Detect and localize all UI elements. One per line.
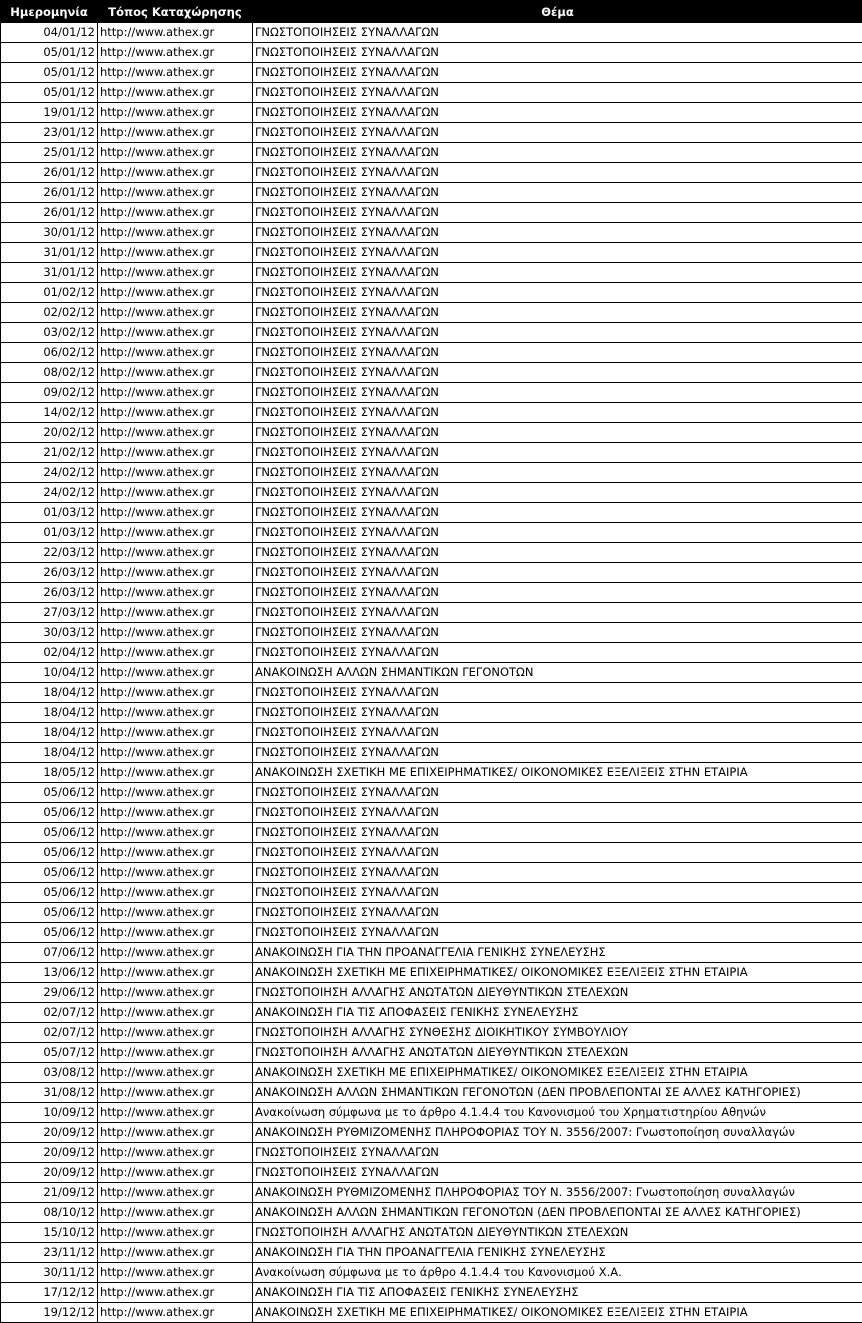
table-row <box>1 863 862 883</box>
cell-place: http://www.athex.gr <box>98 683 253 703</box>
cell-subject: ΓΝΩΣΤΟΠΟΙΗΣΗ ΑΛΛΑΓΗΣ ΑΝΩΤΑΤΩΝ ΔΙΕΥΘΥΝΤΙΚΩΝ ΣΤΕΛΕΧΩΝ <box>253 983 862 1003</box>
cell-subject: ΓΝΩΣΤΟΠΟΙΗΣΕΙΣ ΣΥΝΑΛΛΑΓΩΝ <box>253 143 862 163</box>
cell-subject: ΓΝΩΣΤΟΠΟΙΗΣΕΙΣ ΣΥΝΑΛΛΑΓΩΝ <box>253 503 862 523</box>
cell-place: http://www.athex.gr <box>98 623 253 643</box>
cell-subject: ΓΝΩΣΤΟΠΟΙΗΣΕΙΣ ΣΥΝΑΛΛΑΓΩΝ <box>253 643 862 663</box>
cell-date: 15/10/12 <box>1 1223 98 1243</box>
cell-date: 06/02/12 <box>1 343 98 363</box>
table-row <box>1 803 862 823</box>
cell-subject: ΑΝΑΚΟΙΝΩΣΗ ΣΧΕΤΙΚΗ ΜΕ ΕΠΙΧΕΙΡΗΜΑΤΙΚΕΣ/ ΟΙΚΟΝΟΜΙΚΕΣ ΕΞΕΛΙΞΕΙΣ ΣΤΗΝ ΕΤΑΙΡΙΑ <box>253 1063 862 1083</box>
cell-subject: ΑΝΑΚΟΙΝΩΣΗ ΡΥΘΜΙΖΟΜΕΝΗΣ ΠΛΗΡΟΦΟΡΙΑΣ ΤΟΥ Ν. 3556/2007: Γνωστοποίηση συναλλαγών <box>253 1183 862 1203</box>
cell-place: http://www.athex.gr <box>98 643 253 663</box>
table-row <box>1 1263 862 1283</box>
cell-subject: ΓΝΩΣΤΟΠΟΙΗΣΕΙΣ ΣΥΝΑΛΛΑΓΩΝ <box>253 323 862 343</box>
cell-place: http://www.athex.gr <box>98 583 253 603</box>
cell-place: http://www.athex.gr <box>98 983 253 1003</box>
table-row <box>1 1023 862 1043</box>
cell-place: http://www.athex.gr <box>98 343 253 363</box>
header-subject: Θέμα <box>253 1 862 23</box>
cell-subject: ΓΝΩΣΤΟΠΟΙΗΣΕΙΣ ΣΥΝΑΛΛΑΓΩΝ <box>253 563 862 583</box>
cell-date: 01/03/12 <box>1 523 98 543</box>
table-row <box>1 883 862 903</box>
cell-place: http://www.athex.gr <box>98 863 253 883</box>
table-row <box>1 243 862 263</box>
cell-subject: ΑΝΑΚΟΙΝΩΣΗ ΑΛΛΩΝ ΣΗΜΑΝΤΙΚΩΝ ΓΕΓΟΝΟΤΩΝ (ΔΕΝ ΠΡΟΒΛΕΠΟΝΤΑΙ ΣΕ ΑΛΛΕΣ ΚΑΤΗΓΟΡΙΕΣ) <box>253 1083 862 1103</box>
cell-subject: ΓΝΩΣΤΟΠΟΙΗΣΕΙΣ ΣΥΝΑΛΛΑΓΩΝ <box>253 243 862 263</box>
cell-place: http://www.athex.gr <box>98 1183 253 1203</box>
header-place: Τόπος Καταχώρησης <box>98 1 253 23</box>
cell-place: http://www.athex.gr <box>98 1143 253 1163</box>
table-row <box>1 1043 862 1063</box>
cell-date: 18/04/12 <box>1 683 98 703</box>
cell-date: 03/08/12 <box>1 1063 98 1083</box>
cell-place: http://www.athex.gr <box>98 1203 253 1223</box>
cell-date: 05/06/12 <box>1 883 98 903</box>
table-row <box>1 703 862 723</box>
cell-place: http://www.athex.gr <box>98 303 253 323</box>
cell-place: http://www.athex.gr <box>98 843 253 863</box>
table-row <box>1 343 862 363</box>
table-row <box>1 823 862 843</box>
cell-place: http://www.athex.gr <box>98 223 253 243</box>
table-row <box>1 403 862 423</box>
table-row <box>1 503 862 523</box>
cell-subject: ΓΝΩΣΤΟΠΟΙΗΣΕΙΣ ΣΥΝΑΛΛΑΓΩΝ <box>253 223 862 243</box>
cell-date: 29/06/12 <box>1 983 98 1003</box>
table-row <box>1 83 862 103</box>
cell-subject: ΓΝΩΣΤΟΠΟΙΗΣΕΙΣ ΣΥΝΑΛΛΑΓΩΝ <box>253 43 862 63</box>
cell-subject: ΓΝΩΣΤΟΠΟΙΗΣΕΙΣ ΣΥΝΑΛΛΑΓΩΝ <box>253 923 862 943</box>
cell-place: http://www.athex.gr <box>98 403 253 423</box>
cell-subject: ΓΝΩΣΤΟΠΟΙΗΣΕΙΣ ΣΥΝΑΛΛΑΓΩΝ <box>253 463 862 483</box>
cell-subject: ΑΝΑΚΟΙΝΩΣΗ ΣΧΕΤΙΚΗ ΜΕ ΕΠΙΧΕΙΡΗΜΑΤΙΚΕΣ/ ΟΙΚΟΝΟΜΙΚΕΣ ΕΞΕΛΙΞΕΙΣ ΣΤΗΝ ΕΤΑΙΡΙΑ <box>253 763 862 783</box>
cell-date: 05/06/12 <box>1 843 98 863</box>
cell-subject: ΓΝΩΣΤΟΠΟΙΗΣΕΙΣ ΣΥΝΑΛΛΑΓΩΝ <box>253 203 862 223</box>
cell-date: 10/09/12 <box>1 1103 98 1123</box>
cell-place: http://www.athex.gr <box>98 1083 253 1103</box>
cell-place: http://www.athex.gr <box>98 103 253 123</box>
table-row <box>1 723 862 743</box>
table-row <box>1 843 862 863</box>
cell-date: 19/12/12 <box>1 1303 98 1323</box>
cell-subject: ΓΝΩΣΤΟΠΟΙΗΣΕΙΣ ΣΥΝΑΛΛΑΓΩΝ <box>253 103 862 123</box>
cell-place: http://www.athex.gr <box>98 243 253 263</box>
cell-subject: ΓΝΩΣΤΟΠΟΙΗΣΕΙΣ ΣΥΝΑΛΛΑΓΩΝ <box>253 263 862 283</box>
table-row <box>1 323 862 343</box>
cell-place: http://www.athex.gr <box>98 1103 253 1123</box>
table-row <box>1 303 862 323</box>
cell-subject: ΓΝΩΣΤΟΠΟΙΗΣΕΙΣ ΣΥΝΑΛΛΑΓΩΝ <box>253 403 862 423</box>
cell-subject: ΓΝΩΣΤΟΠΟΙΗΣΕΙΣ ΣΥΝΑΛΛΑΓΩΝ <box>253 363 862 383</box>
cell-subject: ΓΝΩΣΤΟΠΟΙΗΣΕΙΣ ΣΥΝΑΛΛΑΓΩΝ <box>253 783 862 803</box>
table-row <box>1 1183 862 1203</box>
cell-date: 05/06/12 <box>1 803 98 823</box>
cell-place: http://www.athex.gr <box>98 1283 253 1303</box>
cell-subject: ΓΝΩΣΤΟΠΟΙΗΣΗ ΑΛΛΑΓΗΣ ΣΥΝΘΕΣΗΣ ΔΙΟΙΚΗΤΙΚΟΥ ΣΥΜΒΟΥΛΙΟΥ <box>253 1023 862 1043</box>
table-row <box>1 743 862 763</box>
cell-place: http://www.athex.gr <box>98 963 253 983</box>
cell-subject: ΑΝΑΚΟΙΝΩΣΗ ΑΛΛΩΝ ΣΗΜΑΝΤΙΚΩΝ ΓΕΓΟΝΟΤΩΝ (ΔΕΝ ΠΡΟΒΛΕΠΟΝΤΑΙ ΣΕ ΑΛΛΕΣ ΚΑΤΗΓΟΡΙΕΣ) <box>253 1203 862 1223</box>
table-row <box>1 1283 862 1303</box>
cell-subject: ΓΝΩΣΤΟΠΟΙΗΣΕΙΣ ΣΥΝΑΛΛΑΓΩΝ <box>253 483 862 503</box>
cell-subject: ΓΝΩΣΤΟΠΟΙΗΣΕΙΣ ΣΥΝΑΛΛΑΓΩΝ <box>253 543 862 563</box>
cell-date: 02/02/12 <box>1 303 98 323</box>
cell-date: 02/07/12 <box>1 1023 98 1043</box>
cell-subject: ΓΝΩΣΤΟΠΟΙΗΣΕΙΣ ΣΥΝΑΛΛΑΓΩΝ <box>253 903 862 923</box>
cell-subject: ΓΝΩΣΤΟΠΟΙΗΣΗ ΑΛΛΑΓΗΣ ΑΝΩΤΑΤΩΝ ΔΙΕΥΘΥΝΤΙΚΩΝ ΣΤΕΛΕΧΩΝ <box>253 1223 862 1243</box>
cell-place: http://www.athex.gr <box>98 163 253 183</box>
cell-date: 23/01/12 <box>1 123 98 143</box>
cell-place: http://www.athex.gr <box>98 263 253 283</box>
cell-place: http://www.athex.gr <box>98 923 253 943</box>
cell-subject: ΓΝΩΣΤΟΠΟΙΗΣΕΙΣ ΣΥΝΑΛΛΑΓΩΝ <box>253 303 862 323</box>
cell-date: 05/06/12 <box>1 783 98 803</box>
cell-place: http://www.athex.gr <box>98 1163 253 1183</box>
cell-place: http://www.athex.gr <box>98 1223 253 1243</box>
table-row <box>1 183 862 203</box>
cell-place: http://www.athex.gr <box>98 443 253 463</box>
cell-place: http://www.athex.gr <box>98 383 253 403</box>
table-row <box>1 683 862 703</box>
cell-subject: ΓΝΩΣΤΟΠΟΙΗΣΕΙΣ ΣΥΝΑΛΛΑΓΩΝ <box>253 163 862 183</box>
cell-place: http://www.athex.gr <box>98 763 253 783</box>
table-row <box>1 163 862 183</box>
cell-place: http://www.athex.gr <box>98 143 253 163</box>
cell-place: http://www.athex.gr <box>98 1123 253 1143</box>
cell-place: http://www.athex.gr <box>98 1043 253 1063</box>
cell-place: http://www.athex.gr <box>98 1063 253 1083</box>
cell-date: 05/06/12 <box>1 903 98 923</box>
cell-date: 26/03/12 <box>1 563 98 583</box>
cell-place: http://www.athex.gr <box>98 183 253 203</box>
cell-date: 09/02/12 <box>1 383 98 403</box>
table-row <box>1 963 862 983</box>
cell-subject: ΓΝΩΣΤΟΠΟΙΗΣΕΙΣ ΣΥΝΑΛΛΑΓΩΝ <box>253 623 862 643</box>
cell-date: 23/11/12 <box>1 1243 98 1263</box>
cell-subject: ΓΝΩΣΤΟΠΟΙΗΣΕΙΣ ΣΥΝΑΛΛΑΓΩΝ <box>253 123 862 143</box>
cell-subject: ΓΝΩΣΤΟΠΟΙΗΣΕΙΣ ΣΥΝΑΛΛΑΓΩΝ <box>253 843 862 863</box>
cell-place: http://www.athex.gr <box>98 483 253 503</box>
table-row <box>1 1163 862 1183</box>
cell-place: http://www.athex.gr <box>98 83 253 103</box>
cell-date: 18/04/12 <box>1 723 98 743</box>
cell-date: 31/01/12 <box>1 243 98 263</box>
cell-date: 26/03/12 <box>1 583 98 603</box>
cell-subject: ΓΝΩΣΤΟΠΟΙΗΣΕΙΣ ΣΥΝΑΛΛΑΓΩΝ <box>253 283 862 303</box>
table-row <box>1 763 862 783</box>
table-row <box>1 523 862 543</box>
table-row <box>1 1123 862 1143</box>
cell-date: 05/06/12 <box>1 863 98 883</box>
cell-subject: ΓΝΩΣΤΟΠΟΙΗΣΕΙΣ ΣΥΝΑΛΛΑΓΩΝ <box>253 863 862 883</box>
cell-subject: ΑΝΑΚΟΙΝΩΣΗ ΡΥΘΜΙΖΟΜΕΝΗΣ ΠΛΗΡΟΦΟΡΙΑΣ ΤΟΥ Ν. 3556/2007: Γνωστοποίηση συναλλαγών <box>253 1123 862 1143</box>
cell-place: http://www.athex.gr <box>98 1303 253 1323</box>
cell-subject: ΓΝΩΣΤΟΠΟΙΗΣΕΙΣ ΣΥΝΑΛΛΑΓΩΝ <box>253 1143 862 1163</box>
cell-date: 05/01/12 <box>1 43 98 63</box>
table-body <box>1 23 862 1323</box>
cell-place: http://www.athex.gr <box>98 943 253 963</box>
table-row <box>1 103 862 123</box>
cell-date: 20/09/12 <box>1 1143 98 1163</box>
cell-subject: ΓΝΩΣΤΟΠΟΙΗΣΕΙΣ ΣΥΝΑΛΛΑΓΩΝ <box>253 443 862 463</box>
table-row <box>1 483 862 503</box>
cell-place: http://www.athex.gr <box>98 1243 253 1263</box>
cell-subject: ΑΝΑΚΟΙΝΩΣΗ ΣΧΕΤΙΚΗ ΜΕ ΕΠΙΧΕΙΡΗΜΑΤΙΚΕΣ/ ΟΙΚΟΝΟΜΙΚΕΣ ΕΞΕΛΙΞΕΙΣ ΣΤΗΝ ΕΤΑΙΡΙΑ <box>253 963 862 983</box>
cell-date: 30/11/12 <box>1 1263 98 1283</box>
cell-subject: ΑΝΑΚΟΙΝΩΣΗ ΓΙΑ ΤΙΣ ΑΠΟΦΑΣΕΙΣ ΓΕΝΙΚΗΣ ΣΥΝΕΛΕΥΣΗΣ <box>253 1003 862 1023</box>
table-row <box>1 223 862 243</box>
cell-place: http://www.athex.gr <box>98 563 253 583</box>
cell-date: 17/12/12 <box>1 1283 98 1303</box>
cell-subject: ΓΝΩΣΤΟΠΟΙΗΣΕΙΣ ΣΥΝΑΛΛΑΓΩΝ <box>253 723 862 743</box>
cell-date: 31/01/12 <box>1 263 98 283</box>
table-row <box>1 583 862 603</box>
cell-place: http://www.athex.gr <box>98 1263 253 1283</box>
table-row <box>1 923 862 943</box>
cell-date: 05/07/12 <box>1 1043 98 1063</box>
table-row <box>1 663 862 683</box>
cell-place: http://www.athex.gr <box>98 123 253 143</box>
table-row <box>1 463 862 483</box>
table-row <box>1 263 862 283</box>
cell-place: http://www.athex.gr <box>98 723 253 743</box>
table-row <box>1 23 862 43</box>
cell-place: http://www.athex.gr <box>98 543 253 563</box>
table-row <box>1 43 862 63</box>
cell-date: 31/08/12 <box>1 1083 98 1103</box>
cell-place: http://www.athex.gr <box>98 503 253 523</box>
cell-subject: ΓΝΩΣΤΟΠΟΙΗΣΕΙΣ ΣΥΝΑΛΛΑΓΩΝ <box>253 23 862 43</box>
cell-date: 20/09/12 <box>1 1123 98 1143</box>
cell-subject: ΓΝΩΣΤΟΠΟΙΗΣΕΙΣ ΣΥΝΑΛΛΑΓΩΝ <box>253 883 862 903</box>
cell-subject: ΓΝΩΣΤΟΠΟΙΗΣΕΙΣ ΣΥΝΑΛΛΑΓΩΝ <box>253 63 862 83</box>
cell-date: 07/06/12 <box>1 943 98 963</box>
header-date: Ημερομηνία <box>1 1 98 23</box>
table-row <box>1 623 862 643</box>
cell-subject: ΑΝΑΚΟΙΝΩΣΗ ΓΙΑ ΤΗΝ ΠΡΟΑΝΑΓΓΕΛΙΑ ΓΕΝΙΚΗΣ ΣΥΝΕΛΕΥΣΗΣ <box>253 943 862 963</box>
cell-date: 02/04/12 <box>1 643 98 663</box>
table-header <box>1 1 862 23</box>
cell-date: 18/04/12 <box>1 703 98 723</box>
cell-place: http://www.athex.gr <box>98 423 253 443</box>
table-row <box>1 1223 862 1243</box>
cell-subject: ΓΝΩΣΤΟΠΟΙΗΣΕΙΣ ΣΥΝΑΛΛΑΓΩΝ <box>253 183 862 203</box>
cell-date: 21/09/12 <box>1 1183 98 1203</box>
cell-date: 30/01/12 <box>1 223 98 243</box>
cell-place: http://www.athex.gr <box>98 1003 253 1023</box>
cell-date: 20/09/12 <box>1 1163 98 1183</box>
cell-subject: ΓΝΩΣΤΟΠΟΙΗΣΕΙΣ ΣΥΝΑΛΛΑΓΩΝ <box>253 1163 862 1183</box>
table-row <box>1 283 862 303</box>
table-row <box>1 123 862 143</box>
table-row <box>1 203 862 223</box>
cell-date: 27/03/12 <box>1 603 98 623</box>
cell-place: http://www.athex.gr <box>98 903 253 923</box>
cell-subject: ΓΝΩΣΤΟΠΟΙΗΣΕΙΣ ΣΥΝΑΛΛΑΓΩΝ <box>253 383 862 403</box>
table-row <box>1 423 862 443</box>
cell-date: 05/01/12 <box>1 63 98 83</box>
table-row <box>1 943 862 963</box>
table-row <box>1 643 862 663</box>
cell-place: http://www.athex.gr <box>98 803 253 823</box>
cell-date: 08/02/12 <box>1 363 98 383</box>
table-row <box>1 1303 862 1323</box>
table-row <box>1 1203 862 1223</box>
cell-place: http://www.athex.gr <box>98 203 253 223</box>
cell-date: 19/01/12 <box>1 103 98 123</box>
cell-place: http://www.athex.gr <box>98 1023 253 1043</box>
cell-date: 04/01/12 <box>1 23 98 43</box>
cell-place: http://www.athex.gr <box>98 523 253 543</box>
cell-subject: ΓΝΩΣΤΟΠΟΙΗΣΕΙΣ ΣΥΝΑΛΛΑΓΩΝ <box>253 743 862 763</box>
cell-place: http://www.athex.gr <box>98 883 253 903</box>
cell-subject: ΑΝΑΚΟΙΝΩΣΗ ΓΙΑ ΤΙΣ ΑΠΟΦΑΣΕΙΣ ΓΕΝΙΚΗΣ ΣΥΝΕΛΕΥΣΗΣ <box>253 1283 862 1303</box>
cell-place: http://www.athex.gr <box>98 23 253 43</box>
cell-date: 02/07/12 <box>1 1003 98 1023</box>
cell-subject: ΓΝΩΣΤΟΠΟΙΗΣΕΙΣ ΣΥΝΑΛΛΑΓΩΝ <box>253 803 862 823</box>
cell-date: 30/03/12 <box>1 623 98 643</box>
table-row <box>1 63 862 83</box>
cell-subject: ΑΝΑΚΟΙΝΩΣΗ ΣΧΕΤΙΚΗ ΜΕ ΕΠΙΧΕΙΡΗΜΑΤΙΚΕΣ/ ΟΙΚΟΝΟΜΙΚΕΣ ΕΞΕΛΙΞΕΙΣ ΣΤΗΝ ΕΤΑΙΡΙΑ <box>253 1303 862 1323</box>
cell-date: 14/02/12 <box>1 403 98 423</box>
cell-date: 01/02/12 <box>1 283 98 303</box>
table-row <box>1 783 862 803</box>
cell-subject: Ανακοίνωση σύμφωνα με το άρθρο 4.1.4.4 του Κανονισμού του Χρηματιστηρίου Αθηνών <box>253 1103 862 1123</box>
table-row <box>1 1063 862 1083</box>
cell-subject: ΓΝΩΣΤΟΠΟΙΗΣΕΙΣ ΣΥΝΑΛΛΑΓΩΝ <box>253 823 862 843</box>
cell-date: 01/03/12 <box>1 503 98 523</box>
cell-place: http://www.athex.gr <box>98 663 253 683</box>
cell-date: 08/10/12 <box>1 1203 98 1223</box>
cell-place: http://www.athex.gr <box>98 363 253 383</box>
table-row <box>1 1243 862 1263</box>
cell-place: http://www.athex.gr <box>98 703 253 723</box>
cell-subject: ΓΝΩΣΤΟΠΟΙΗΣΕΙΣ ΣΥΝΑΛΛΑΓΩΝ <box>253 683 862 703</box>
cell-subject: ΑΝΑΚΟΙΝΩΣΗ ΓΙΑ ΤΗΝ ΠΡΟΑΝΑΓΓΕΛΙΑ ΓΕΝΙΚΗΣ ΣΥΝΕΛΕΥΣΗΣ <box>253 1243 862 1263</box>
cell-place: http://www.athex.gr <box>98 63 253 83</box>
table-row <box>1 1143 862 1163</box>
cell-date: 24/02/12 <box>1 463 98 483</box>
cell-subject: ΓΝΩΣΤΟΠΟΙΗΣΕΙΣ ΣΥΝΑΛΛΑΓΩΝ <box>253 703 862 723</box>
cell-subject: ΑΝΑΚΟΙΝΩΣΗ ΑΛΛΩΝ ΣΗΜΑΝΤΙΚΩΝ ΓΕΓΟΝΟΤΩΝ <box>253 663 862 683</box>
cell-place: http://www.athex.gr <box>98 743 253 763</box>
table-row <box>1 983 862 1003</box>
cell-subject: ΓΝΩΣΤΟΠΟΙΗΣΕΙΣ ΣΥΝΑΛΛΑΓΩΝ <box>253 583 862 603</box>
header-row <box>1 1 862 23</box>
cell-date: 26/01/12 <box>1 183 98 203</box>
cell-subject: ΓΝΩΣΤΟΠΟΙΗΣΕΙΣ ΣΥΝΑΛΛΑΓΩΝ <box>253 423 862 443</box>
cell-date: 18/04/12 <box>1 743 98 763</box>
table-row <box>1 443 862 463</box>
cell-subject: ΓΝΩΣΤΟΠΟΙΗΣΕΙΣ ΣΥΝΑΛΛΑΓΩΝ <box>253 603 862 623</box>
cell-subject: ΓΝΩΣΤΟΠΟΙΗΣΕΙΣ ΣΥΝΑΛΛΑΓΩΝ <box>253 343 862 363</box>
cell-date: 05/06/12 <box>1 823 98 843</box>
cell-date: 20/02/12 <box>1 423 98 443</box>
cell-date: 21/02/12 <box>1 443 98 463</box>
cell-place: http://www.athex.gr <box>98 323 253 343</box>
cell-date: 25/01/12 <box>1 143 98 163</box>
table-row <box>1 383 862 403</box>
cell-date: 26/01/12 <box>1 203 98 223</box>
table-row <box>1 563 862 583</box>
cell-subject: ΓΝΩΣΤΟΠΟΙΗΣΕΙΣ ΣΥΝΑΛΛΑΓΩΝ <box>253 83 862 103</box>
cell-place: http://www.athex.gr <box>98 783 253 803</box>
cell-subject: Ανακοίνωση σύμφωνα με το άρθρο 4.1.4.4 του Κανονισμού Χ.Α. <box>253 1263 862 1283</box>
cell-place: http://www.athex.gr <box>98 43 253 63</box>
table-row <box>1 1003 862 1023</box>
cell-date: 05/01/12 <box>1 83 98 103</box>
cell-place: http://www.athex.gr <box>98 283 253 303</box>
cell-date: 22/03/12 <box>1 543 98 563</box>
cell-date: 05/06/12 <box>1 923 98 943</box>
table-row <box>1 1083 862 1103</box>
cell-date: 13/06/12 <box>1 963 98 983</box>
cell-place: http://www.athex.gr <box>98 463 253 483</box>
table-row <box>1 603 862 623</box>
table-row <box>1 543 862 563</box>
table-row <box>1 1103 862 1123</box>
cell-date: 03/02/12 <box>1 323 98 343</box>
cell-date: 26/01/12 <box>1 163 98 183</box>
table-row <box>1 363 862 383</box>
cell-date: 10/04/12 <box>1 663 98 683</box>
cell-place: http://www.athex.gr <box>98 603 253 623</box>
cell-subject: ΓΝΩΣΤΟΠΟΙΗΣΕΙΣ ΣΥΝΑΛΛΑΓΩΝ <box>253 523 862 543</box>
cell-subject: ΓΝΩΣΤΟΠΟΙΗΣΗ ΑΛΛΑΓΗΣ ΑΝΩΤΑΤΩΝ ΔΙΕΥΘΥΝΤΙΚΩΝ ΣΤΕΛΕΧΩΝ <box>253 1043 862 1063</box>
cell-date: 18/05/12 <box>1 763 98 783</box>
table-row <box>1 143 862 163</box>
cell-date: 24/02/12 <box>1 483 98 503</box>
cell-place: http://www.athex.gr <box>98 823 253 843</box>
table-row <box>1 903 862 923</box>
